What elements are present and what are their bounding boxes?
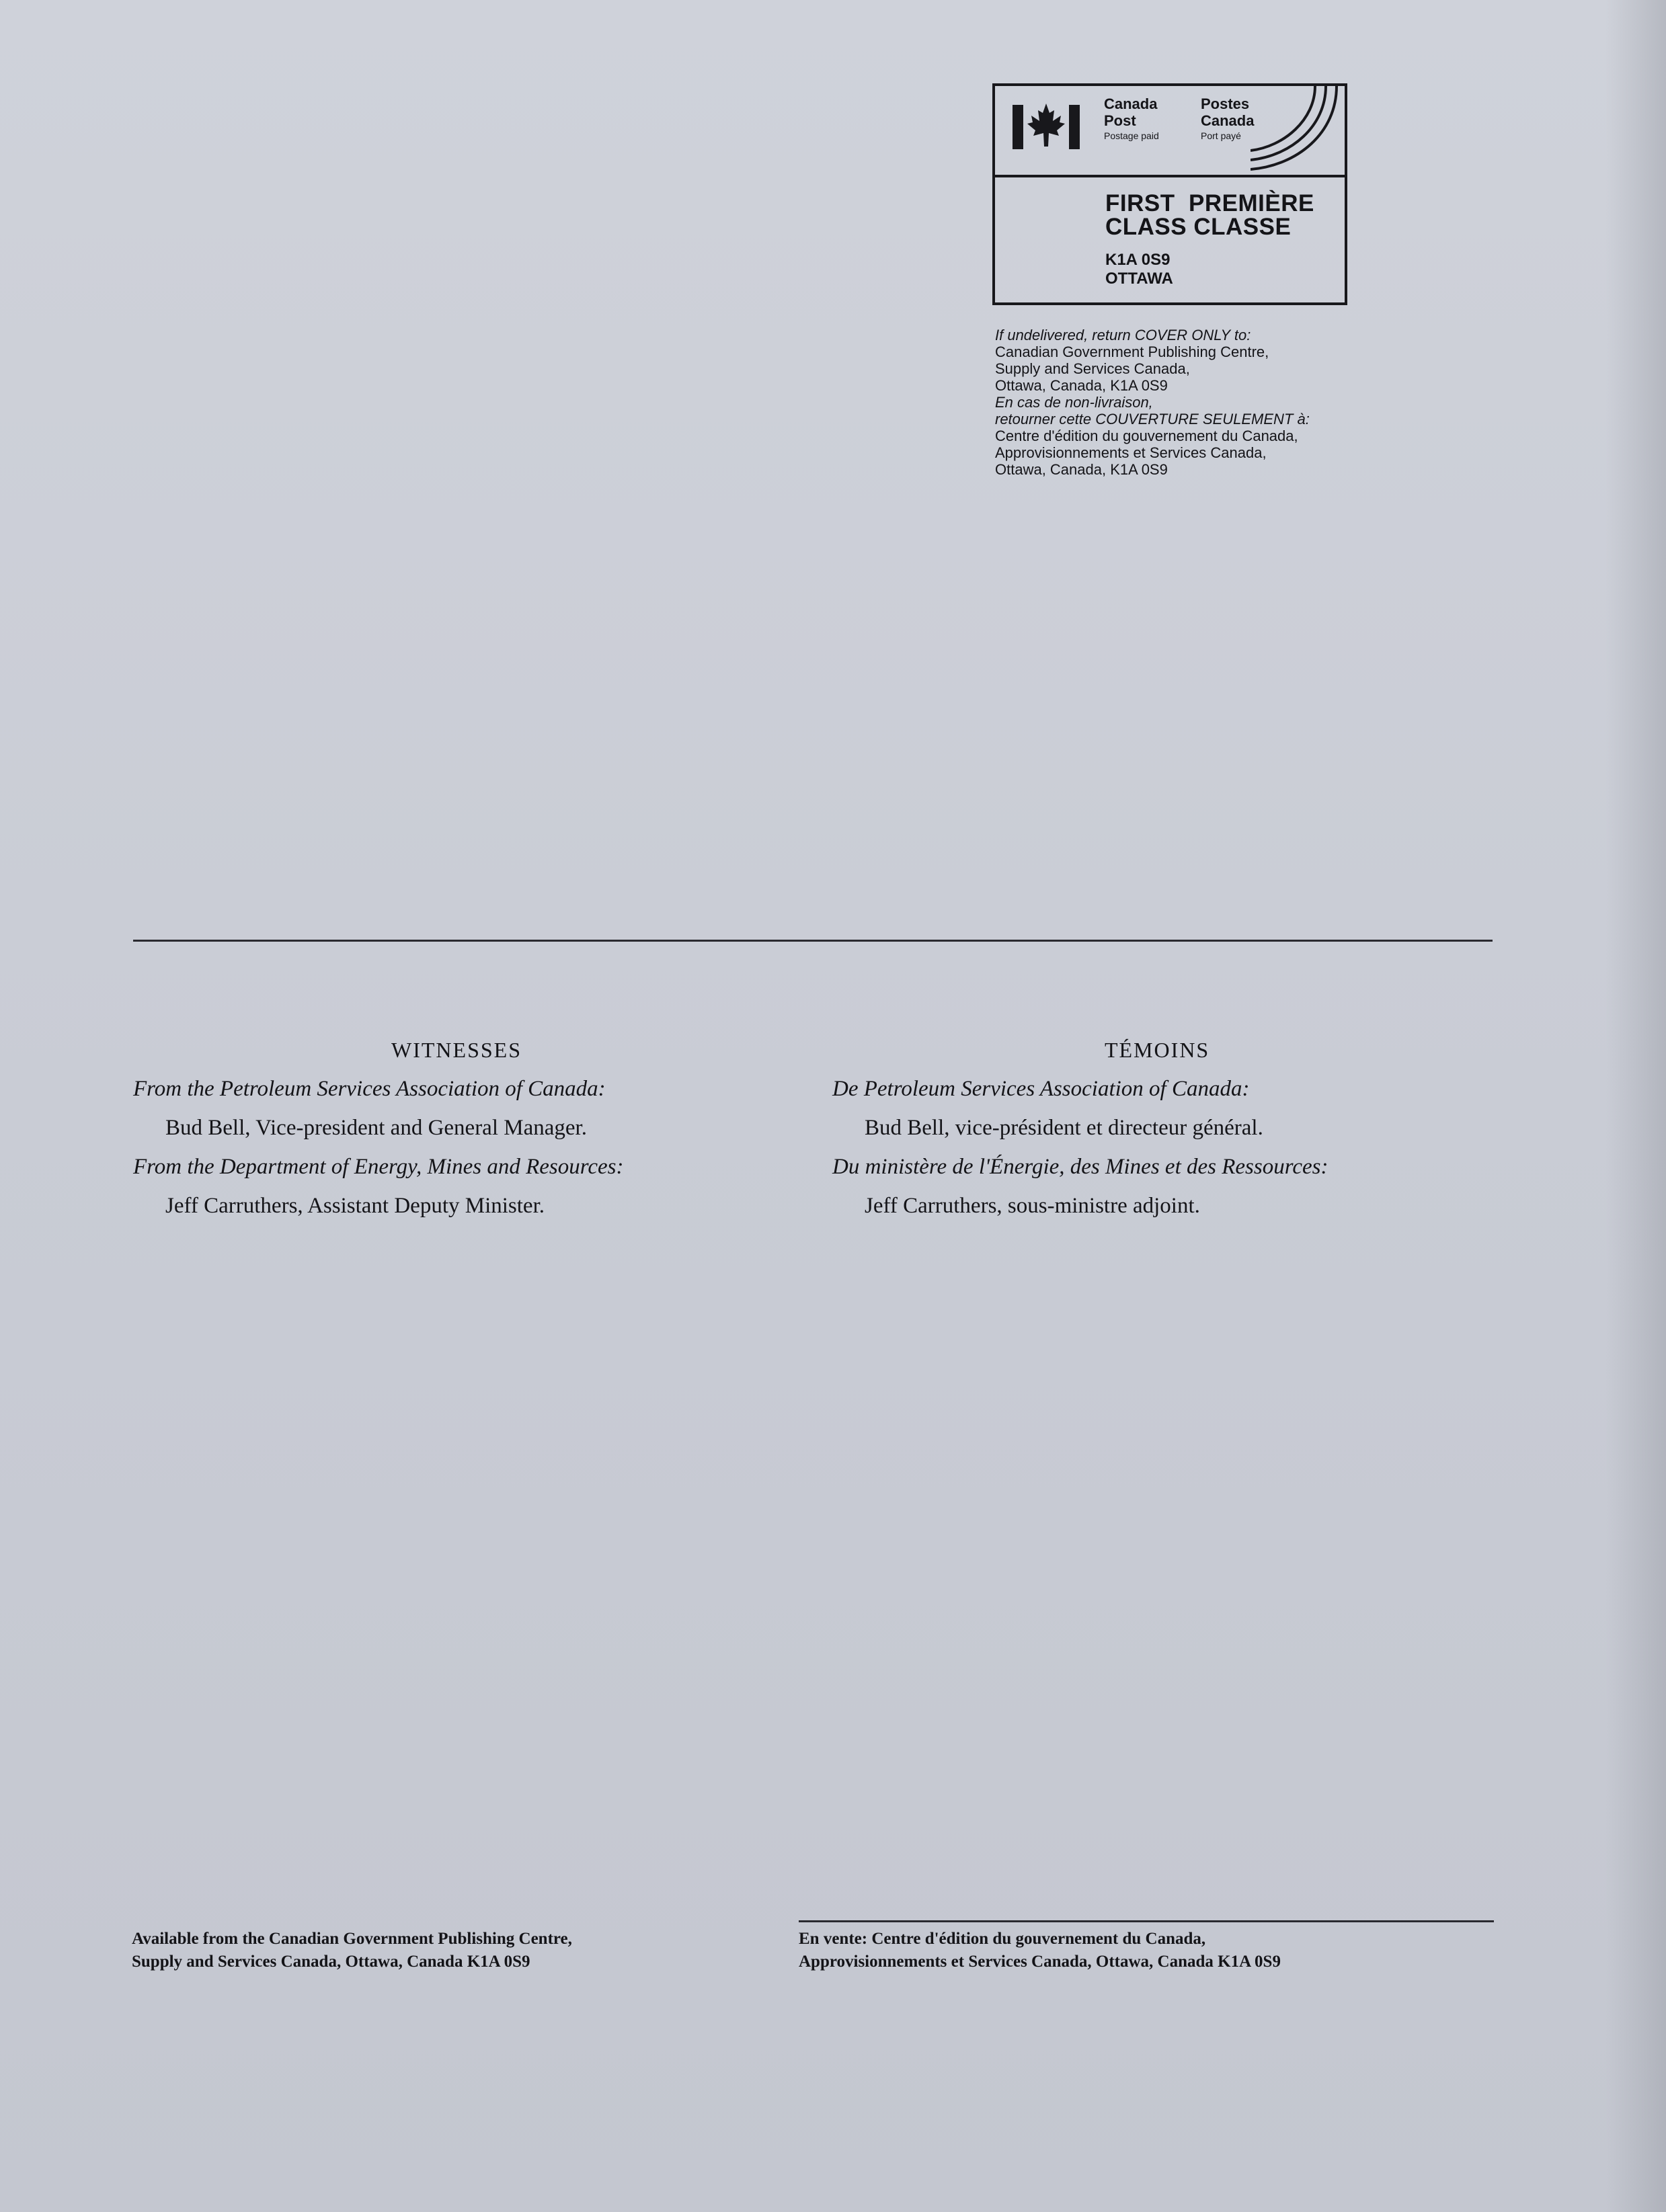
indicia-header [995,86,1345,177]
port-paye-label: Port payé [1201,130,1241,141]
availability-notice-fr [799,1928,1281,1973]
return-line-fr-1: Centre d'édition du gouvernement du Canada, [995,427,1298,444]
return-intro-fr-2: retourner cette COUVERTURE SEULEMENT à: [995,411,1310,427]
postes-canada-line1: Postes [1201,95,1250,112]
flag-bar-right [1069,105,1080,149]
postes-canada-line2: Canada [1201,112,1255,129]
maple-leaf-icon [1026,102,1066,149]
postage-paid-label: Postage paid [1104,130,1159,141]
witness-org-1: From the Petroleum Services Association of Canada: [133,1077,606,1101]
temoin-person-1: Bud Bell, vice-président et directeur général. [865,1116,1263,1140]
witness-org-2: From the Department of Energy, Mines and Resources: [133,1155,624,1179]
witness-person-1: Bud Bell, Vice-president and General Manager. [165,1116,587,1140]
postal-indicia [992,83,1347,305]
witnesses-divider [133,940,1493,942]
indicia-city: OTTAWA [1105,270,1173,288]
class-classe-label: CLASS CLASSE [1105,214,1292,240]
witnesses-column [133,1030,779,1225]
availability-notice-en [132,1928,572,1973]
return-address [995,327,1412,478]
temoins-column [832,1030,1478,1225]
return-line-en-1: Canadian Government Publishing Centre, [995,343,1269,360]
flag-bar-left [1013,105,1023,149]
temoin-org-1: De Petroleum Services Association of Canada: [832,1077,1250,1101]
temoins-heading: TÉMOINS [1105,1038,1210,1062]
return-line-en-3: Ottawa, Canada, K1A 0S9 [995,377,1168,394]
availability-en-line1: Available from the Canadian Government Publishing Centre, [132,1930,572,1948]
speed-lines-icon [1251,86,1345,172]
canada-post-wordmark [1104,95,1159,142]
return-intro-fr-1: En cas de non-livraison, [995,394,1153,411]
temoin-org-2: Du ministère de l'Énergie, des Mines et des Ressources: [832,1155,1328,1179]
return-intro-en: If undelivered, return COVER ONLY to: [995,327,1251,343]
postes-canada-wordmark [1201,95,1254,142]
witness-person-2: Jeff Carruthers, Assistant Deputy Minister. [165,1194,545,1218]
indicia-postcode: K1A 0S9 [1105,251,1171,269]
canada-post-line1: Canada [1104,95,1158,112]
availability-en-line2: Supply and Services Canada, Ottawa, Canada K1A 0S9 [132,1953,530,1971]
return-line-fr-3: Ottawa, Canada, K1A 0S9 [995,461,1168,478]
availability-fr-line1: En vente: Centre d'édition du gouvernement du Canada, [799,1930,1206,1948]
return-line-en-2: Supply and Services Canada, [995,360,1190,377]
temoin-person-2: Jeff Carruthers, sous-ministre adjoint. [865,1194,1200,1218]
first-class-label: FIRST PREMIÈRE [1105,190,1314,216]
canada-post-line2: Post [1104,112,1136,129]
witnesses-heading: WITNESSES [391,1038,522,1062]
availability-fr-line2: Approvisionnements et Services Canada, Ottawa, Canada K1A 0S9 [799,1953,1281,1971]
footer-divider [799,1920,1494,1922]
bleed-through-texture [108,161,793,1882]
return-line-fr-2: Approvisionnements et Services Canada, [995,444,1267,461]
